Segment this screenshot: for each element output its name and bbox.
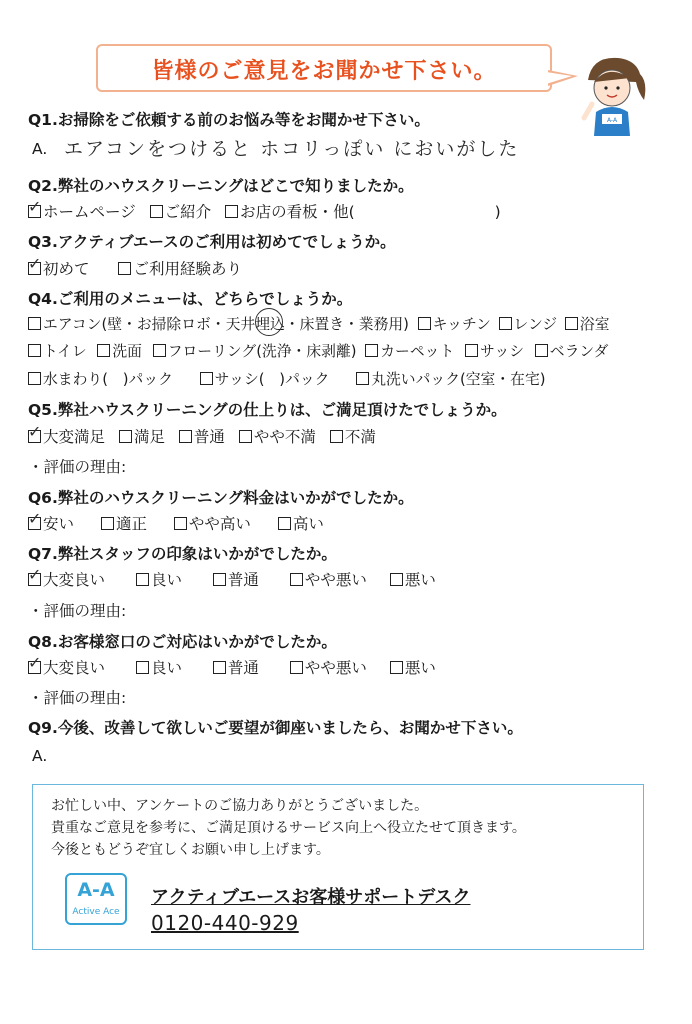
q2-option-other[interactable]	[225, 200, 501, 222]
q4-option-whole-pack[interactable]	[356, 368, 545, 389]
q7-question: Q7.弊社スタッフの印象はいかがでしたか。	[28, 545, 337, 563]
q4-option-bathroom[interactable]	[565, 313, 610, 334]
checkbox[interactable]	[28, 254, 42, 275]
option-label: ご紹介	[164, 203, 212, 221]
active-ace-logo	[65, 873, 127, 925]
checkbox[interactable]	[150, 205, 163, 218]
q3-options	[28, 254, 251, 279]
option-label: 初めて	[43, 260, 90, 278]
checkbox[interactable]	[28, 317, 41, 330]
checkbox[interactable]	[290, 573, 303, 586]
option-label: 安い	[43, 515, 75, 533]
checkbox[interactable]	[119, 430, 132, 443]
checkbox[interactable]	[118, 262, 131, 275]
option-label: やや不満	[253, 428, 316, 446]
option-label: サッシ( )パック	[214, 371, 330, 388]
checkbox[interactable]	[278, 517, 291, 530]
checkbox[interactable]	[28, 372, 41, 385]
check-mark-icon: ✓	[28, 653, 42, 672]
q4-option-aircon[interactable]	[28, 313, 409, 334]
q7-option-bad[interactable]	[390, 568, 436, 590]
q5-reason-label: ・評価の理由:	[28, 458, 127, 476]
option-label: ホームページ	[43, 203, 136, 221]
q7-options	[28, 565, 445, 590]
q3-option-first-time[interactable]	[28, 254, 90, 279]
option-label: やや悪い	[304, 659, 367, 677]
option-label: フローリング(洗浄・床剥離)	[167, 343, 357, 360]
q4-option-sash[interactable]	[465, 340, 524, 361]
option-label: ベランダ	[549, 343, 609, 360]
q1-handwritten-answer: エアコンをつけると ホコリっぽい においがした	[64, 138, 520, 160]
title-banner	[96, 44, 552, 92]
q6-option-cheap[interactable]	[28, 509, 75, 534]
option-label: トイレ	[43, 343, 87, 360]
option-label: キッチン	[432, 316, 491, 333]
checkbox[interactable]	[28, 565, 42, 586]
option-label: 大変良い	[43, 571, 106, 589]
q4-option-flooring[interactable]	[153, 340, 357, 361]
check-mark-icon: ✓	[28, 565, 42, 584]
option-label: やや悪い	[304, 571, 367, 589]
q5-option-very-satisfied[interactable]	[28, 422, 106, 447]
option-label: やや高い	[188, 515, 251, 533]
checkbox[interactable]	[565, 317, 578, 330]
q1-question: Q1.お掃除をご依頼する前のお悩み等をお聞かせ下さい。	[28, 111, 430, 129]
q4-option-sash-pack[interactable]	[200, 368, 330, 389]
q6-option-fair[interactable]	[101, 512, 147, 534]
option-label: )	[494, 203, 501, 221]
option-label: 普通	[227, 571, 259, 589]
option-label: 悪い	[404, 571, 436, 589]
q5-question: Q5.弊社ハウスクリーニングの仕上りは、ご満足頂けたでしょうか。	[28, 401, 507, 419]
q8-option-very-good[interactable]	[28, 653, 106, 678]
checkbox[interactable]	[356, 372, 369, 385]
option-label: 良い	[150, 571, 182, 589]
q4-row2	[28, 340, 608, 361]
q8-options	[28, 653, 445, 678]
option-label: 普通	[193, 428, 225, 446]
checkbox[interactable]	[225, 205, 238, 218]
q6-question: Q6.弊社のハウスクリーニング料金はいかがでしたか。	[28, 489, 414, 507]
q5-option-satisfied[interactable]	[119, 425, 165, 447]
q4-row3	[28, 368, 546, 389]
option-label: 洗面	[112, 343, 142, 360]
q2-question: Q2.弊社のハウスクリーニングはどこで知りましたか。	[28, 177, 414, 195]
checkbox[interactable]	[179, 430, 192, 443]
checkbox[interactable]	[213, 661, 226, 674]
q5-option-somewhat-unsatisfied[interactable]	[239, 425, 316, 447]
option-label: レンジ	[513, 316, 558, 333]
check-mark-icon: ✓	[28, 197, 42, 216]
checkbox[interactable]	[499, 317, 512, 330]
q4-option-washroom[interactable]	[97, 340, 142, 361]
q9-answer-prefix: A.	[32, 747, 48, 765]
q6-option-expensive[interactable]	[278, 512, 324, 534]
checkbox[interactable]	[535, 344, 548, 357]
q4-question: Q4.ご利用のメニューは、どちらでしょうか。	[28, 290, 353, 308]
q4-row1	[28, 313, 610, 334]
support-phone-number[interactable]: 0120-440-929	[151, 911, 299, 935]
handwritten-circle	[255, 308, 283, 336]
option-label: 大変満足	[43, 428, 106, 446]
checkbox[interactable]	[28, 344, 41, 357]
q3-option-used-before[interactable]	[118, 257, 242, 279]
q6-options	[28, 509, 333, 534]
checkbox[interactable]	[28, 653, 42, 674]
q8-reason-label: ・評価の理由:	[28, 689, 127, 707]
q8-option-somewhat-bad[interactable]	[290, 656, 367, 678]
q7-option-somewhat-bad[interactable]	[290, 568, 367, 590]
q5-options	[28, 422, 385, 447]
checkbox[interactable]	[97, 344, 110, 357]
option-label: 水まわり( )パック	[43, 371, 173, 388]
option-label: ご利用経験あり	[133, 260, 242, 278]
q2-options	[28, 197, 510, 222]
thanks-line-2: 貴重なご意見を参考に、ご満足頂けるサービス向上へ役立たせて頂きます。	[51, 820, 526, 836]
mascot-badge: A-A	[606, 117, 618, 124]
checkbox[interactable]	[28, 197, 42, 218]
check-mark-icon: ✓	[28, 509, 42, 528]
q3-question: Q3.アクティブエースのご利用は初めてでしょうか。	[28, 233, 396, 251]
q6-option-somewhat-expensive[interactable]	[174, 512, 251, 534]
checkbox[interactable]	[418, 317, 431, 330]
check-mark-icon: ✓	[28, 422, 42, 441]
option-label: お店の看板・他(	[240, 203, 355, 221]
option-label: 適正	[115, 515, 147, 533]
checkbox[interactable]	[290, 661, 303, 674]
q4-option-kitchen[interactable]	[418, 313, 491, 334]
q1-answer-prefix: A.	[32, 140, 48, 158]
checkbox[interactable]	[239, 430, 252, 443]
checkbox[interactable]	[390, 573, 403, 586]
option-label: 満足	[133, 428, 165, 446]
option-label: 浴室	[579, 316, 610, 333]
q7-option-neutral[interactable]	[213, 568, 259, 590]
checkbox[interactable]	[330, 430, 343, 443]
q8-option-good[interactable]	[136, 656, 182, 678]
mascot-illustration	[578, 52, 650, 136]
q2-option-referral[interactable]	[150, 200, 212, 222]
q4-option-veranda[interactable]	[535, 340, 609, 361]
support-desk-name: アクティブエースお客様サポートデスク	[151, 887, 471, 908]
option-label: 丸洗いパック(空室・在宅)	[371, 371, 546, 388]
thanks-line-1: お忙しい中、アンケートのご協力ありがとうございました。	[51, 798, 429, 814]
checkbox[interactable]	[200, 372, 213, 385]
q4-option-range[interactable]	[499, 313, 558, 334]
checkbox[interactable]	[153, 344, 166, 357]
q5-option-unsatisfied[interactable]	[330, 425, 376, 447]
q4-option-toilet[interactable]	[28, 340, 87, 361]
checkbox[interactable]	[28, 422, 42, 443]
option-label: 高い	[292, 515, 324, 533]
q5-option-neutral[interactable]	[179, 425, 225, 447]
q7-option-very-good[interactable]	[28, 565, 106, 590]
option-label: 不満	[344, 428, 376, 446]
q4-option-carpet[interactable]	[365, 340, 454, 361]
q7-option-good[interactable]	[136, 568, 182, 590]
logo-mark: A-A	[77, 879, 115, 901]
checkbox[interactable]	[174, 517, 187, 530]
checkbox[interactable]	[101, 517, 114, 530]
q4-option-water-pack[interactable]	[28, 368, 173, 389]
option-label: 普通	[227, 659, 259, 677]
checkbox[interactable]	[213, 573, 226, 586]
checkbox[interactable]	[136, 661, 149, 674]
check-mark-icon: ✓	[28, 254, 42, 273]
q7-reason-label: ・評価の理由:	[28, 602, 127, 620]
option-label: エアコン(壁・お掃除ロボ・天井埋込・床置き・業務用)	[43, 316, 409, 333]
speech-tail-inner	[546, 72, 572, 84]
checkbox[interactable]	[136, 573, 149, 586]
option-label: 悪い	[404, 659, 436, 677]
q8-option-bad[interactable]	[390, 656, 436, 678]
checkbox[interactable]	[390, 661, 403, 674]
q2-option-homepage[interactable]	[28, 197, 136, 222]
q9-question: Q9.今後、改善して欲しいご要望が御座いましたら、お聞かせ下さい。	[28, 719, 523, 737]
option-label: サッシ	[479, 343, 525, 360]
logo-name: Active Ace	[72, 907, 120, 917]
checkbox[interactable]	[365, 344, 378, 357]
option-label: カーペット	[380, 343, 455, 360]
checkbox[interactable]	[28, 509, 42, 530]
q8-question: Q8.お客様窓口のご対応はいかがでしたか。	[28, 633, 337, 651]
thanks-line-3: 今後ともどうぞ宜しくお願い申し上げます。	[51, 842, 330, 858]
banner-title: 皆様のご意見をお聞かせ下さい。	[151, 59, 497, 84]
thanks-panel	[32, 784, 644, 950]
option-label: 良い	[150, 659, 182, 677]
checkbox[interactable]	[465, 344, 478, 357]
q8-option-neutral[interactable]	[213, 656, 259, 678]
option-label: 大変良い	[43, 659, 106, 677]
